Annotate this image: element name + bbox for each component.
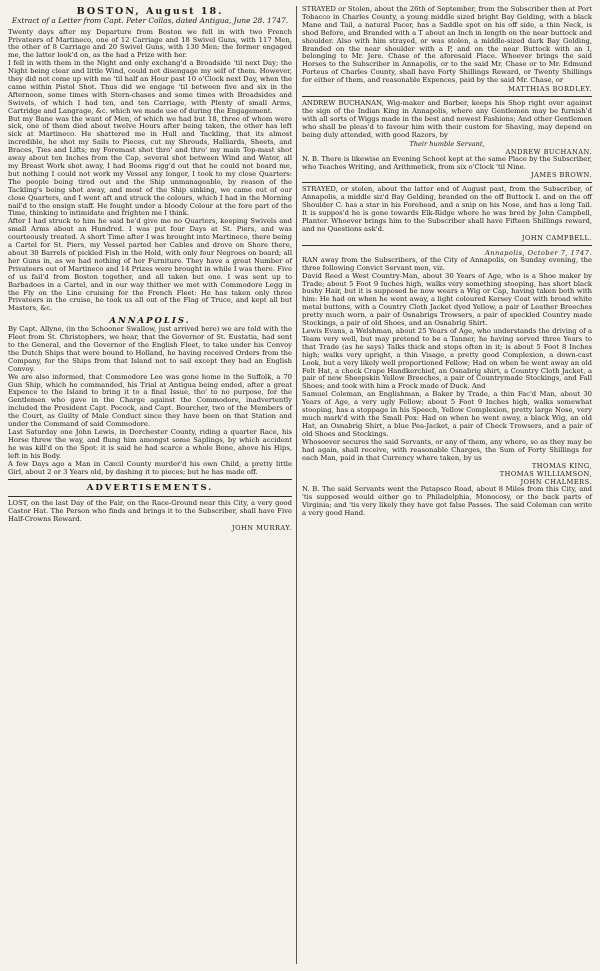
strayed-ad: STRAYED or Stolen, about the 26th of September, from the Subscriber then at Port Tobacco in Charles County, a young middle sized bright Bay Gelding, with a black Mane and Tail, a natural Pacer, has a Saddle spot on his off side, a thin Neck, is shod Before, and Branded with a T about an Inch in length on the near buttock and shoulder. Also with him strayed, or was stolen, a middle-sized dark Bay Gelding, Branded on the near shoulder with a P, and on the near Buttock with an I, belonging to Mr. Jere. Chase of the aforesaid Place. Whoever brings the said Horses to the Subscriber in Annapolis, or to the said Mr. Chase or to Mr. Edmund Porteus of Charles County, shall have Forty Shillings Reward, or Twenty Shillings for either of them, and reasonable Expences, paid by the said Mr. Chase, or bbox=[302, 5, 592, 85]
school-signature: JAMES BROWN. bbox=[530, 171, 592, 180]
runaway-dateline: Annapolis, October 7, 1747. bbox=[484, 248, 592, 257]
signature-chalmers: JOHN CHALMERS. bbox=[520, 478, 592, 487]
strayed-ad-signature: MATTHIAS BORDLEY. bbox=[508, 85, 592, 94]
dateline-boston: BOSTON, August 18. bbox=[76, 6, 224, 17]
column-divider bbox=[296, 6, 297, 964]
runaway-note: N. B. The said Servants went the Patapsco Road, about 8 Miles from this City, and 'tis supposed would either go to Philadelphia, Monocosy, or the back parts of Virginia; and 'tis very likely they have got false Passes. The said Coleman can write a very good Hand. bbox=[302, 485, 592, 518]
annapolis-paragraph: By Capt. Allyne, (in the Schooner Swallow, just arrived here) we are told with the Fleet from St. Christophers, we hear, that the Governor of St. Eustatia, had sent to the General, and the Governor of the English Fleet, to take under his Convoy the Dutch Ships that were bound to Holland, he having received Orders from the Company, for the Ships from that Island not to sail except they had an English Convoy. bbox=[8, 325, 292, 373]
campbell-signature: JOHN CAMPBELL. bbox=[521, 233, 592, 242]
runaway-description: Lewis Evans, a Welshman, about 25 Years of Age, who understands the driving of a Team very well, but may pretend to be a Tanner, he having served three Years to that Trade (as he says) Talks thick and stops often in it; is about 5 Foot 8 Inches high; walks very upright, a thin Visage, a pretty good Complexion, a down-cast Look, but a very likely well proportioned Fellow; Had on when he went away an old Felt Hat, a check Crape Handkerchief, an Osnabrig shirt, a Country Cloth Jacket, a pair of new Sheepskin Yellow Breeches, a pair of Countrymade Stockings, and Fall Shoes; and took with him a Frock made of Duck. And bbox=[302, 327, 592, 391]
buchanan-closing: Their humble Servant, bbox=[409, 139, 485, 148]
divider bbox=[8, 496, 292, 497]
signature-williamson: THOMAS WILLIAMSON, bbox=[499, 470, 592, 479]
strayed-gelding-ad: STRAYED, or stolen, about the latter end of August past, from the Subscriber, of Annapolis, a middle siz'd Bay Gelding, branded on the off Buttock I. and on the off Shoulder C. has a star in his Forehead, and a snip on his Nose, and has a long Tail. It is suppos'd he is gone towards Elk-Ridge where he was bred by John Campbell, Planter. Whoever brings him to the Subscriber shall have Fifteen Shillings reward, and no Questions ask'd. bbox=[302, 185, 592, 233]
evening-school-note: N. B. There is likewise an Evening School kept at the same Place by the Subscriber, who Teaches Writing, and Arithmetick, from six o'Clock 'til Nine. bbox=[302, 154, 592, 171]
letter-paragraph: I fell in with them in the Night and only exchang'd a Broadside 'til next Day; the Night being clear and little Wind, could not disengage my self of them. However, they did not come up with me 'til half an Hour past 10 o'Clock next Day, when the came within Pistol Shot. Thus did we engage 'til between five and six in the Afternoon, some times with Stern-chases and some times with Broadsides and Swivels, of which I had ten, and ten Carriage, with Plenty of small Arms, Cartridge and Langrage, &c. which we made use of during the Engagement. bbox=[8, 59, 292, 115]
runaway-ad-intro: RAN away from the Subscribers, of the City of Annapolis, on Sunday evening, the three following Convict Servant men, viz. bbox=[302, 255, 592, 272]
divider bbox=[302, 245, 592, 246]
annapolis-paragraph: A few Days ago a Man in Cæcil County murder'd his own Child, a pretty little Girl, about 2 or 3 Years old, by dashing it to pieces; but he has made off. bbox=[8, 459, 292, 476]
annapolis-paragraph: We are also informed, that Commodore Lee was gone home in the Suffolk, a 70 Gun Ship, which he commanded, his Trial at Antigua being ended, after a great Expence to the Island to bring it to a final Issue, tho' to no purpose, for the Gentlemen who gave in the Charge against the Commodore, inadvertently included the President Capt. Pocock, and Capt. Bourcher, two of the Members of the Court, as Guilty of Male Conduct since they have been on that Station and under the Command of said Commodore. bbox=[8, 372, 292, 429]
divider bbox=[302, 182, 592, 183]
signature-king: THOMAS KING, bbox=[531, 462, 592, 471]
lost-hat-ad: LOST, on the last Day of the Fair, on the Race-Ground near this City, a very good Castor Hat. The Person who finds and brings it to the Subscriber, shall have Five Half-Crowns Reward. bbox=[8, 499, 292, 524]
right-column bbox=[302, 6, 592, 518]
runaway-reward: Whosoever secures the said Servants, or any of them, any where, so as they may be had again, shall receive, with reasonable Charges, the Sum of Forty Shillings for each Man, paid in that Currency where taken, by us bbox=[302, 437, 592, 462]
runaway-description: David Reed a West Country-Man, about 30 Years of Age, who is a Shoe maker by Trade; about 5 Foot 9 Inches high, walks very something stooping, has short black bushy Hair, but it is supposed he now wears a Wig or Cap, having taken both with him: He had on when he went away, a light coloured Kersey Coat with broad white metal buttons, with a Country Cloth Jacket dyed Yellow, a pair of Leather Breeches pretty much worn, a pair of Osnabrigs Trowsers, a pair of speckled Country made Stockings, a pair of old Shoes, and an Osnabrig Shirt. bbox=[302, 271, 592, 328]
divider bbox=[302, 96, 592, 97]
buchanan-signature: ANDREW BUCHANAN. bbox=[505, 147, 592, 156]
extract-title: Extract of a Letter from Capt. Peter Collas, dated Antigua, June 28. 1747. bbox=[11, 16, 289, 25]
advertisements-heading: ADVERTISEMENTS. bbox=[86, 483, 214, 494]
letter-paragraph: After I had struck to him he said he'd give me no Quarters, keeping Swivels and small Arms about an Hundred. I was put four Days at St. Piers, and was courteously treated. A short Time after I was brought into Martineco, there being a Cartel for St. Piers, my Vessel parted her Cables and drove on Shore there, about 30 Barrels of pickled Fish in the Hold, with only four Negroes on board; all her Guns in, as we had nothing of her Furniture. They have a great Number of Privateers out of Martineco and 14 Prizes were brought in while I was there. Five of us fail'd from Boston together, and all taken but one. I was sent up to Barbadoes in a Cartel, and in our way thither we met with Commodore Legg in the Fly on the Line cruising for the French Fleet: He has taken only three Privateers in the cruise, he took us all out of the Flag of Truce, and kept all but Masters, &c. bbox=[8, 217, 292, 313]
letter-paragraph: Twenty days after my Departure from Boston we fell in with two French Privateers of Martineco, one of 12 Carriage and 18 Swivel Guns, with 117 Men, the other of 8 Carriage and 20 Swivel Guns, with 130 Men; the former engaged me, the latter look'd on, as the had a Prize with her. bbox=[8, 27, 292, 60]
letter-paragraph: But my Bane was the want of Men, of which we had but 18, three of whom were sick, one of them died about twelve Hours after being taken, the other has left sick at Martineco. He shattered me in Hull and Tackling, that its almost incredible, he shot my Sails to Pieces, cut my Shrouds, Halliards, Sheets, and Braces, Ties and Lifts; my Foremast shot thro' and thro' my main Top-mast shot away about ten Inches from the Cap, several shot between Wind and Water, all my Breast Work shot away, I had Booms rigg'd out that he could not board me, but nothing I could not work my Vessel any longer, I took to my close Quarters: The people being tired out and the Ship unmanageable, by reason of the Tackling's being shot away, and most of the Ship sinking, we came out of our close Quarters, and I went aft and struck the colours, which I had in the Morning nail'd to the ensign staff. He fought under a bloody Colour at the fore part of the Time, thinking to intimidate and frighten me I think. bbox=[8, 114, 292, 218]
buchanan-ad: ANDREW BUCHANAN, Wig-maker and Barber, keeps his Shop right over against the sign of the Indian King in Annapolis, where any Gentlemen may be furnish'd with all sorts of Wiggs made in the best and newest Fashions; And other Gentlemen who shall be pleas'd to favour him with their custom for Shaving, may depend on being duly attended, with good Razors, by bbox=[302, 99, 592, 139]
lost-ad-signature: JOHN MURRAY. bbox=[232, 524, 292, 533]
left-column bbox=[8, 6, 292, 532]
runaway-description: Samuel Coleman, an Englishman, a Baker by Trade, a thin Fac'd Man, about 30 Years of Age, a very ugly Fellow; about 5 Foot 9 Inches high, walks somewhat stooping, has a stoppage in his Speech, Yellow Complexion, pretty large Nose, very much mark'd with the Small Pox: Had on when he went away, a black Wig, an old Hat, an Osnabrig Shirt, a blue Pea-Jacket, a pair of Check Trowsers, and a pair of old Shoes and Stockings. bbox=[302, 390, 592, 438]
annapolis-heading: ANNAPOLIS. bbox=[109, 316, 191, 327]
annapolis-paragraph: Last Saturday one John Lewis, in Dorchester County, riding a quarter Race, his Horse threw the way, and flung him amongst some Saplings, by which accident he was kill'd on the Spot: it is said he had scarce a whole Bone, above his Hips, left in his Body. bbox=[8, 428, 292, 460]
divider bbox=[8, 479, 292, 480]
